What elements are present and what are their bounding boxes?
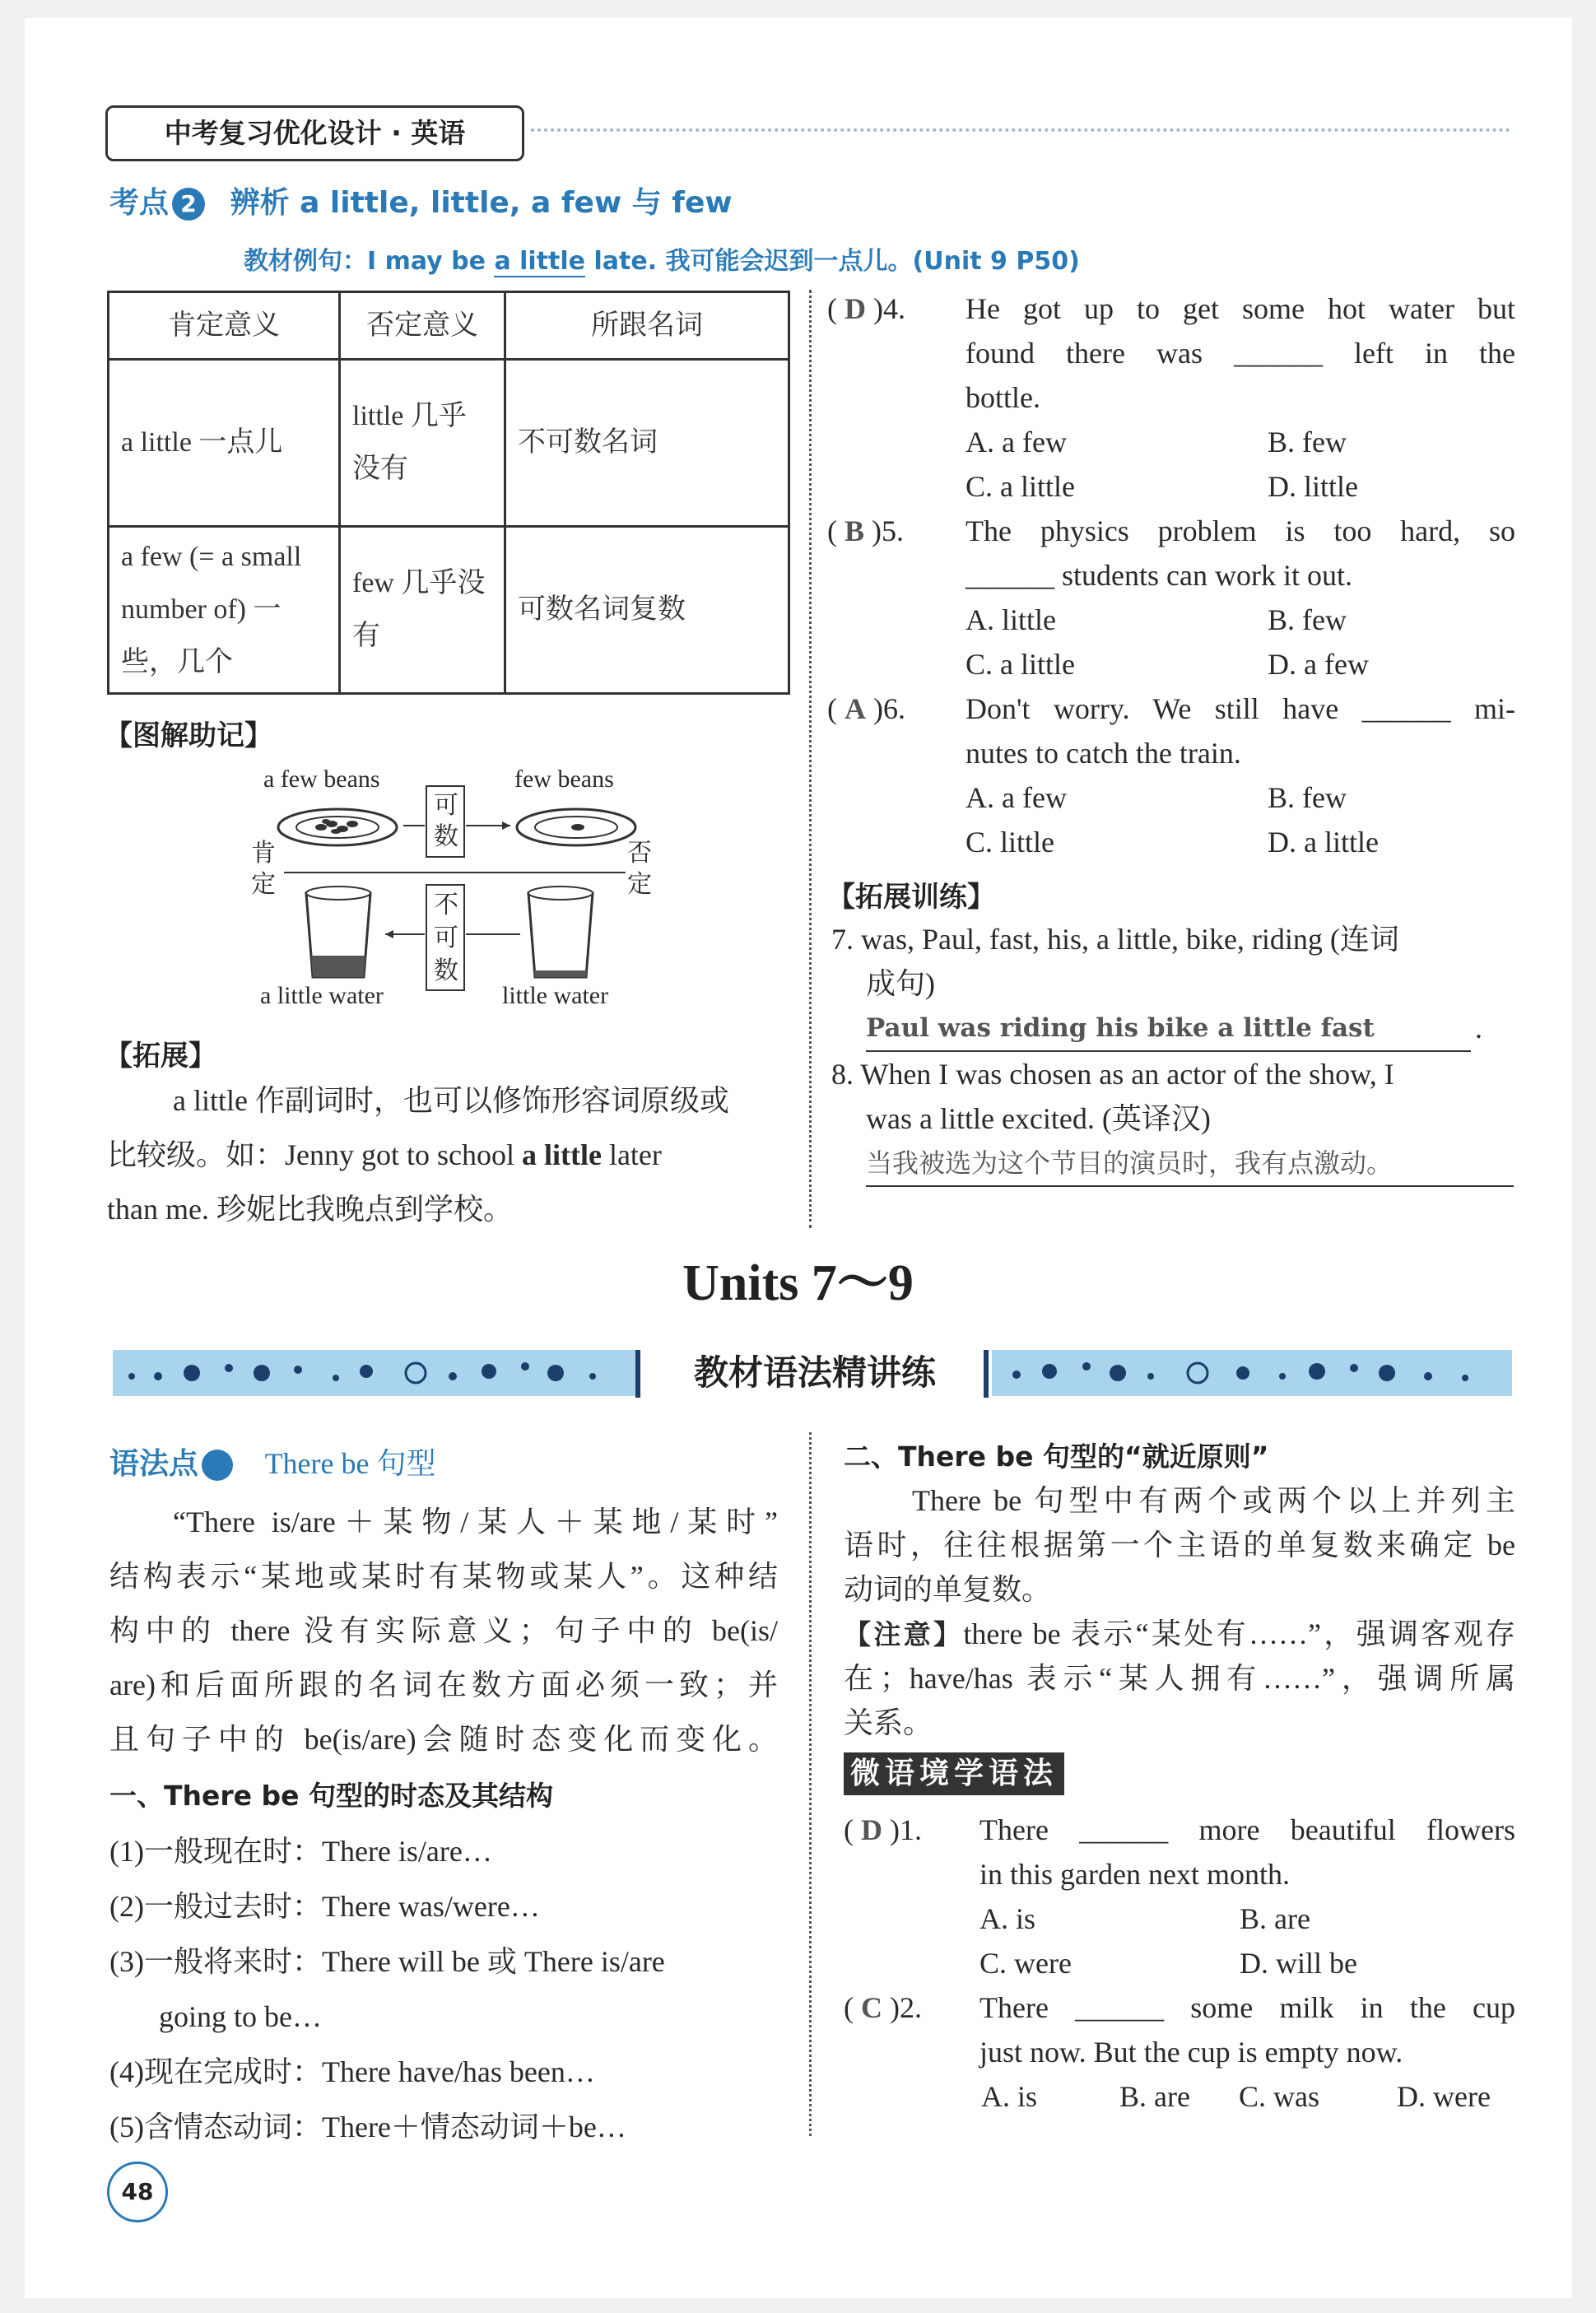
extension-text: 比较级。如：Jenny got to school <box>107 1138 522 1171</box>
grammar-line: 语时，往往根据第一个主语的单复数来确定 be <box>844 1529 1515 1561</box>
question-text: There ______ some milk in the cup <box>979 1991 1515 2024</box>
grammar-line: 结构表示“某地或某时有某物或某人”。这种结 <box>109 1560 778 1593</box>
header-dotted-rule <box>531 128 1510 132</box>
band-title: 教材语法精讲练 <box>638 1343 992 1403</box>
paren: ( <box>844 1991 861 2024</box>
grammar-line: 构中的 there 没有实际意义；句子中的 be(is/ <box>109 1614 778 1647</box>
question-text: He got up to get some hot water but <box>966 292 1515 325</box>
countable-label: 可数 <box>434 791 458 851</box>
a-little-water-label: a little water <box>260 982 384 1009</box>
option: A. little <box>966 603 1056 636</box>
grammar-label: 语法点 <box>109 1447 199 1481</box>
cup-icon <box>528 893 593 977</box>
option: A. is <box>979 1902 1036 1935</box>
grammar-item: (1)一般现在时：There is/are… <box>109 1835 492 1868</box>
grammar-item: (3)一般将来时：There will be 或 There is/are <box>109 1945 665 1978</box>
book-title: 中考复习优化设计 · 英语 <box>105 105 524 161</box>
question-number: 2. <box>900 1991 922 2024</box>
paren: ( <box>827 692 845 725</box>
note-line <box>844 1701 1515 1745</box>
grammar-h2: 二、There be 句型的“就近原则” <box>844 1440 1269 1473</box>
table-cell: a little 一点儿 <box>109 360 340 527</box>
few-beans-label: few beans <box>514 766 614 793</box>
extension-key: a little <box>521 1138 602 1171</box>
grammar-line: 且句子中的 be(is/are)会随时态变化而变化。 <box>109 1723 778 1756</box>
positive-label: 肯定 <box>251 839 276 899</box>
column-divider-top <box>809 290 812 1228</box>
grammar-line: “There is/are＋某物/某人＋某地/某时” <box>173 1506 778 1538</box>
question-text: nutes to catch the train. <box>966 737 1241 770</box>
example-prefix: 教材例句：I may be <box>244 247 495 276</box>
option: D. a few <box>1268 648 1369 681</box>
question-text: There ______ more beautiful flowers <box>979 1813 1515 1846</box>
question-text: in this garden next month. <box>979 1858 1290 1891</box>
grammar-heading <box>109 1440 435 1482</box>
extension-line <box>107 1133 662 1177</box>
table-header: 否定意义 <box>340 292 505 360</box>
answer-letter: B <box>845 514 865 547</box>
question-number: 4. <box>883 292 905 325</box>
paren: ( <box>827 514 845 547</box>
grammar-line: 动词的单复数。 <box>844 1573 1052 1606</box>
table-cell: 不可数名词 <box>505 360 789 527</box>
question-number: 6. <box>883 692 905 725</box>
table-header: 所跟名词 <box>505 292 789 360</box>
kaodian-heading <box>109 179 733 221</box>
option: A. a few <box>966 781 1067 814</box>
option: A. a few <box>966 426 1067 458</box>
example-suffix: late. 我可能会迟到一点儿。(Unit 9 P50) <box>585 247 1080 276</box>
grammar-line: There be 句型中有两个或两个以上并列主 <box>912 1484 1515 1517</box>
grammar-title: There be 句型 <box>264 1447 436 1480</box>
option: C. little <box>966 826 1054 859</box>
question-text: bottle. <box>966 381 1040 414</box>
grammar-dot-icon <box>202 1450 233 1481</box>
micro-context-tag: 微语境学语法 <box>844 1752 1064 1795</box>
question-number-row <box>844 1985 922 2030</box>
table-cell: a few (= a small number of) 一些，几个 <box>109 527 340 694</box>
option: B. few <box>1268 781 1347 814</box>
option: B. are <box>1240 1902 1310 1935</box>
option: B. few <box>1268 603 1347 636</box>
question-number: 1. <box>900 1813 922 1846</box>
note-line <box>844 1612 1515 1657</box>
question-8-cont: was a little excited. (英译汉) <box>866 1102 1211 1135</box>
example-key: a little <box>494 247 586 276</box>
question-number-row <box>844 1808 922 1852</box>
column-divider-bottom <box>809 1432 812 2136</box>
units-title: Units 7～9 <box>682 1255 914 1311</box>
paren: ) <box>866 692 883 725</box>
paren: ( <box>827 292 845 325</box>
answer-letter: D <box>845 292 866 325</box>
band-bar <box>635 1350 640 1398</box>
textbook-example <box>244 240 1080 277</box>
question-text: Don't worry. We still have ______ mi- <box>966 692 1515 725</box>
option: B. are <box>1119 2080 1190 2113</box>
diagram-label: 【图解助记】 <box>105 719 272 752</box>
table-cell: little 几乎没有 <box>340 360 505 527</box>
grammar-item: going to be… <box>159 2000 322 2033</box>
grammar-item: (2)一般过去时：There was/were… <box>109 1890 540 1923</box>
a-few-beans-label: a few beans <box>263 766 380 793</box>
option: A. is <box>981 2080 1038 2113</box>
option: D. will be <box>1240 1947 1357 1980</box>
answer-letter: A <box>845 692 866 725</box>
option: C. was <box>1239 2080 1319 2113</box>
grammar-h1: 一、There be 句型的时态及其结构 <box>109 1780 554 1812</box>
option: C. were <box>979 1947 1072 1980</box>
paren: ) <box>866 292 883 325</box>
comparison-table <box>107 291 790 695</box>
paren: ) <box>882 1813 900 1846</box>
table-cell: 可数名词复数 <box>505 527 789 694</box>
option: C. a little <box>966 648 1075 681</box>
extension-line: a little 作副词时，也可以修饰形容词原级或 <box>173 1084 729 1117</box>
training-label: 【拓展训练】 <box>827 881 995 914</box>
extension-text: later <box>601 1138 662 1171</box>
kaodian-label: 考点 <box>109 186 170 220</box>
option: D. little <box>1268 470 1358 503</box>
answer-7: Paul was riding his bike a little fast <box>866 1006 1471 1052</box>
uncountable-label: 不可数 <box>434 891 458 985</box>
extension-label: 【拓展】 <box>105 1040 216 1073</box>
answer-8: 当我被选为这个节目的演员时，我有点激动。 <box>866 1141 1514 1187</box>
question-text: just now. But the cup is empty now. <box>979 2036 1403 2069</box>
band-bar <box>984 1350 989 1398</box>
paren: ) <box>864 514 882 547</box>
note-text: 在；have/has 表示“某人拥有……”，强调所属 <box>844 1662 1515 1695</box>
option: D. were <box>1397 2080 1491 2113</box>
table-cell: few 几乎没有 <box>340 527 505 694</box>
question-number-row <box>827 286 905 331</box>
grammar-line: are)和后面所跟的名词在数方面必须一致；并 <box>109 1668 778 1701</box>
question-7: 7. was, Paul, fast, his, a little, bike, riding (连词 <box>831 923 1399 956</box>
grammar-item: (5)含情态动词：There＋情态动词＋be… <box>109 2111 626 2143</box>
extension-line: than me. 珍妮比我晚点到学校。 <box>107 1193 513 1226</box>
answer-letter: C <box>861 1991 882 2024</box>
kaodian-number: 2 <box>172 188 205 221</box>
note-line <box>844 1656 1515 1701</box>
question-number-row <box>827 686 905 731</box>
option: B. few <box>1268 426 1347 458</box>
grammar-item: (4)现在完成时：There have/has been… <box>109 2055 595 2088</box>
answer-7-period: . <box>1475 1012 1482 1045</box>
answer-letter: D <box>861 1813 882 1846</box>
question-text: ______ students can work it out. <box>966 559 1352 592</box>
option: D. a little <box>1268 826 1379 859</box>
paren: ) <box>882 1991 900 2024</box>
question-number: 5. <box>882 514 905 547</box>
little-water-label: little water <box>502 982 609 1009</box>
question-text: found there was ______ left in the <box>966 337 1515 370</box>
kaodian-title: 辨析 a little, little, a few 与 few <box>230 186 733 220</box>
note-text: there be 表示“某处有……”，强调客观存 <box>963 1617 1515 1650</box>
note-text: 关系。 <box>844 1706 933 1739</box>
option: C. a little <box>966 470 1075 503</box>
negative-label: 否定 <box>627 839 652 899</box>
table-header: 肯定意义 <box>109 292 340 360</box>
question-8: 8. When I was chosen as an actor of the show, I <box>831 1058 1394 1091</box>
question-number-row <box>827 509 904 553</box>
note-label: 【注意】 <box>844 1618 964 1650</box>
page-number: 48 <box>107 2162 168 2222</box>
paren: ( <box>844 1813 861 1846</box>
question-7-cont: 成句) <box>866 967 935 1000</box>
question-text: The physics problem is too hard, so <box>966 514 1515 547</box>
